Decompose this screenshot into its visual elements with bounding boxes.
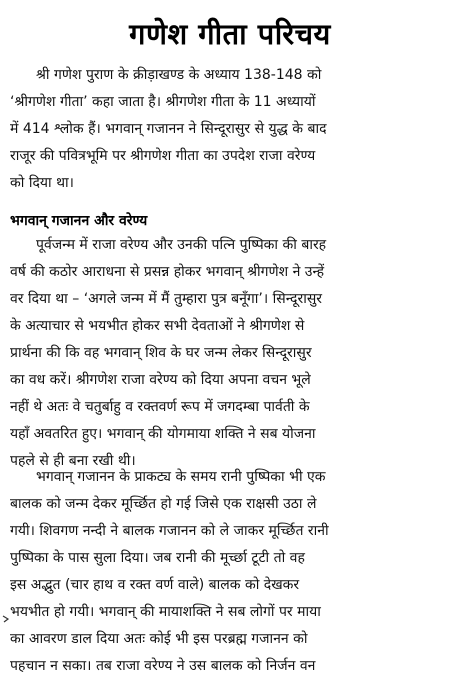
story-paragraph-2: [10, 464, 450, 680]
text-line: प्रार्थना की कि वह भगवान् शिव के घर जन्म लेकर सिन्दूरासुर: [10, 345, 312, 361]
text-line: पुष्पिका के पास सुला दिया। जब रानी की मूर्च्छा टूटी तो वह: [10, 550, 305, 566]
intro-paragraph: [10, 62, 450, 197]
text-line: ‘श्रीगणेश गीता’ कहा जाता है। श्रीगणेश गीता के 11 अध्यायों: [10, 94, 316, 110]
text-line: गयी। शिवगण नन्दी ने बालक गजानन को ले जाकर मूर्च्छित रानी: [10, 523, 329, 539]
scan-speck: [2, 614, 10, 624]
text-line: बालक को जन्म देकर मूर्च्छित हो गई जिसे एक राक्षसी उठा ले: [10, 496, 317, 512]
section-heading: भगवान् गजानन और वरेण्य: [10, 213, 148, 229]
text-line: का आवरण डाल दिया अतः कोई भी इस परब्रह्म गजानन को: [10, 631, 308, 647]
text-line: वर्ष की कठोर आराधना से प्रसन्न होकर भगवान् श्रीगणेश ने उन्हें: [10, 264, 325, 280]
text-line: इस अद्भुत (चार हाथ व रक्त वर्ण वाले) बालक को देखकर: [10, 577, 300, 593]
text-line: नहीं थे अतः वे चतुर्बाहु व रक्तवर्ण रूप में जगदम्बा पार्वती के: [10, 399, 310, 415]
text-line: पहचान न सका। तब राजा वरेण्य ने उस बालक को निर्जन वन: [10, 658, 316, 674]
text-line: श्री गणेश पुराण के क्रीड़ाखण्ड के अध्याय 138-148 को: [36, 67, 322, 83]
text-line: भगवान् गजानन के प्राकट्य के समय रानी पुष्पिका भी एक: [36, 469, 326, 485]
text-line: पूर्वजन्म में राजा वरेण्य और उनकी पत्नि पुष्पिका की बारह: [36, 237, 327, 253]
text-line: का वध करें। श्रीगणेश राजा वरेण्य को दिया अपना वचन भूले: [10, 372, 311, 388]
text-line: यहाँ अवतरित हुए। भगवान् की योगमाया शक्ति ने सब योजना: [10, 426, 316, 442]
text-line: को दिया था।: [10, 175, 74, 191]
text-line: के अत्याचार से भयभीत होकर सभी देवताओं ने श्रीगणेश से: [10, 318, 305, 334]
text-line: पहले से ही बना रखी थी।: [10, 453, 136, 469]
text-line: वर दिया था – ‘अगले जन्म में मैं तुम्हारा पुत्र बनूँगा’। सिन्दूरासुर: [10, 291, 323, 307]
story-paragraph-1: [10, 232, 450, 475]
text-line: में 414 श्लोक हैं। भगवान् गजानन ने सिन्दूरासुर से युद्ध के बाद: [10, 121, 327, 137]
text-line: राजूर की पवित्रभूमि पर श्रीगणेश गीता का उपदेश राजा वरेण्य: [10, 148, 316, 164]
text-line: भयभीत हो गयी। भगवान् की मायाशक्ति ने सब लोगों पर माया: [10, 604, 321, 620]
page-title: गणेश गीता परिचय: [129, 17, 331, 51]
